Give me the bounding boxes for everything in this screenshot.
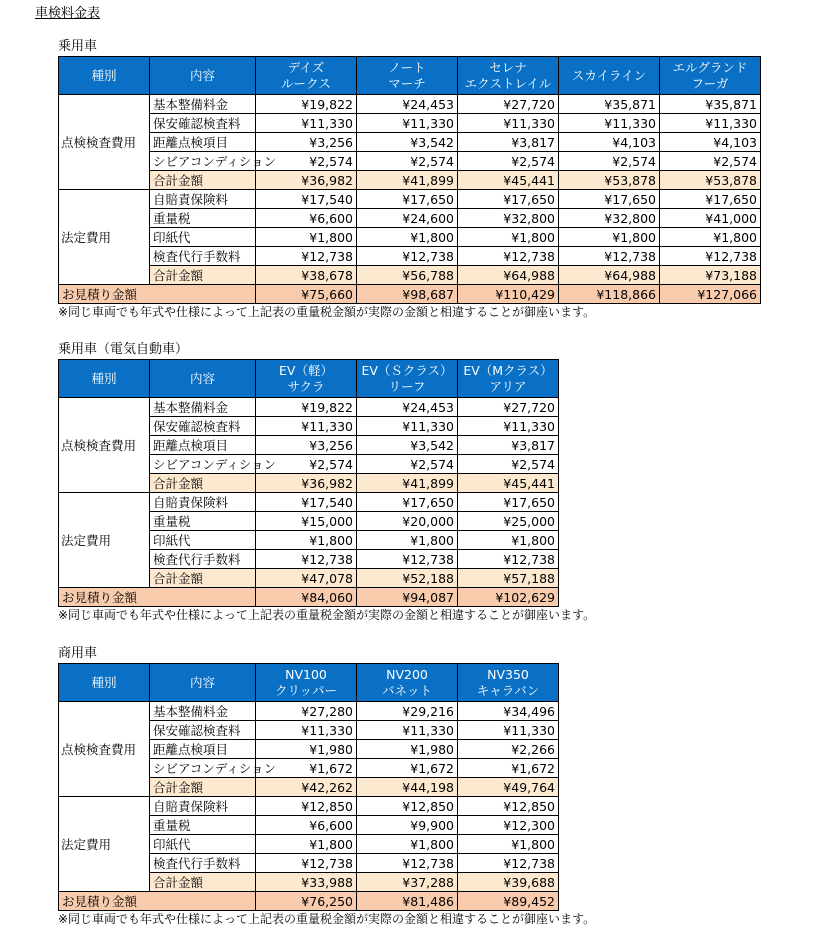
price-cell: ¥35,871 — [660, 95, 761, 114]
price-cell: ¥1,800 — [458, 531, 559, 550]
price-cell: ¥15,000 — [256, 512, 357, 531]
price-cell: ¥1,800 — [256, 228, 357, 247]
price-cell: ¥27,720 — [458, 398, 559, 417]
price-cell: ¥12,738 — [357, 550, 458, 569]
model-name-line: ルークス — [281, 75, 331, 91]
group-label: 法定費用 — [59, 493, 150, 588]
price-cell: ¥1,800 — [559, 228, 660, 247]
model-name-line: EV（Ｓクラス） — [361, 362, 453, 378]
item-label: 保安確認検査料 — [150, 721, 256, 740]
price-cell: ¥11,330 — [660, 114, 761, 133]
price-cell: ¥42,262 — [256, 778, 357, 797]
model-name-line: EV（軽） — [279, 362, 333, 378]
estimate-total-cell: ¥84,060 — [256, 588, 357, 607]
price-cell: ¥27,720 — [458, 95, 559, 114]
table-row — [59, 493, 559, 512]
item-label: 自賠責保険料 — [150, 797, 256, 816]
price-cell: ¥1,672 — [357, 759, 458, 778]
price-cell: ¥1,800 — [256, 531, 357, 550]
model-name-line: デイズ — [287, 59, 325, 75]
item-label: 印紙代 — [150, 835, 256, 854]
item-label: 検査代行手数料 — [150, 854, 256, 873]
price-cell: ¥2,574 — [458, 152, 559, 171]
price-cell: ¥12,850 — [357, 797, 458, 816]
price-cell: ¥25,000 — [458, 512, 559, 531]
model-name-line: EV（Mクラス） — [463, 362, 553, 378]
table-row — [59, 152, 761, 171]
price-cell: ¥12,850 — [458, 797, 559, 816]
price-cell: ¥33,988 — [256, 873, 357, 892]
model-name-line: アリア — [489, 378, 527, 394]
price-cell: ¥49,764 — [458, 778, 559, 797]
price-cell: ¥64,988 — [559, 266, 660, 285]
model-name-line: エルグランド — [672, 59, 748, 75]
estimate-total-label: お見積り金額 — [59, 588, 256, 607]
price-cell: ¥12,738 — [256, 247, 357, 266]
price-cell: ¥45,441 — [458, 474, 559, 493]
price-cell: ¥29,216 — [357, 702, 458, 721]
price-cell: ¥11,330 — [256, 114, 357, 133]
item-label: 基本整備料金 — [150, 95, 256, 114]
price-cell: ¥17,650 — [458, 493, 559, 512]
section-passenger — [58, 38, 761, 321]
price-cell: ¥17,650 — [458, 190, 559, 209]
price-cell: ¥53,878 — [660, 171, 761, 190]
item-label: 自賠責保険料 — [150, 493, 256, 512]
item-label: 距離点検項目 — [150, 436, 256, 455]
item-label: 保安確認検査料 — [150, 114, 256, 133]
price-cell: ¥12,738 — [458, 854, 559, 873]
item-label: 基本整備料金 — [150, 398, 256, 417]
price-table — [58, 56, 761, 304]
header-model — [357, 57, 458, 95]
model-name-line: NV200 — [386, 666, 428, 682]
item-label: 検査代行手数料 — [150, 247, 256, 266]
price-cell: ¥3,256 — [256, 133, 357, 152]
table-row — [59, 247, 761, 266]
price-cell: ¥3,817 — [458, 436, 559, 455]
model-name-line: NV350 — [487, 666, 529, 682]
model-name-line: セレナ — [489, 59, 527, 75]
price-cell: ¥1,800 — [357, 835, 458, 854]
group-label: 点検検査費用 — [59, 95, 150, 190]
price-cell: ¥36,982 — [256, 474, 357, 493]
item-label: 重量税 — [150, 816, 256, 835]
estimate-total-cell: ¥81,486 — [357, 892, 458, 911]
header-content: 内容 — [150, 360, 256, 398]
header-row — [59, 664, 559, 702]
price-cell: ¥2,574 — [357, 455, 458, 474]
price-cell: ¥11,330 — [256, 417, 357, 436]
price-cell: ¥11,330 — [256, 721, 357, 740]
section-commercial — [58, 645, 595, 928]
price-cell: ¥11,330 — [458, 417, 559, 436]
item-label: 合計金額 — [150, 266, 256, 285]
price-cell: ¥6,600 — [256, 816, 357, 835]
price-cell: ¥17,650 — [357, 493, 458, 512]
header-model — [357, 664, 458, 702]
price-cell: ¥19,822 — [256, 95, 357, 114]
price-cell: ¥39,688 — [458, 873, 559, 892]
header-model — [559, 57, 660, 95]
price-cell: ¥73,188 — [660, 266, 761, 285]
price-cell: ¥1,800 — [660, 228, 761, 247]
price-cell: ¥37,288 — [357, 873, 458, 892]
item-label: 印紙代 — [150, 228, 256, 247]
estimate-total-cell: ¥118,866 — [559, 285, 660, 304]
price-cell: ¥1,980 — [256, 740, 357, 759]
price-cell: ¥52,188 — [357, 569, 458, 588]
price-cell: ¥12,738 — [458, 247, 559, 266]
item-label: 重量税 — [150, 209, 256, 228]
price-cell: ¥2,266 — [458, 740, 559, 759]
price-cell: ¥20,000 — [357, 512, 458, 531]
item-label: シビアコンディション — [150, 152, 256, 171]
section-title: 乗用車 — [58, 39, 98, 54]
item-label: シビアコンディション — [150, 759, 256, 778]
price-cell: ¥11,330 — [559, 114, 660, 133]
model-name-line: マーチ — [388, 75, 426, 91]
price-cell: ¥2,574 — [458, 455, 559, 474]
model-name-line: スカイライン — [571, 67, 647, 83]
header-model — [458, 664, 559, 702]
price-cell: ¥64,988 — [458, 266, 559, 285]
group-label: 法定費用 — [59, 190, 150, 285]
model-name-line: キャラバン — [476, 682, 540, 698]
estimate-total-label: お見積り金額 — [59, 892, 256, 911]
header-type: 種別 — [59, 664, 150, 702]
model-name-line: エクストレイル — [464, 75, 552, 91]
price-cell: ¥2,574 — [256, 152, 357, 171]
estimate-total-label: お見積り金額 — [59, 285, 256, 304]
price-cell: ¥41,899 — [357, 474, 458, 493]
price-cell: ¥19,822 — [256, 398, 357, 417]
estimate-total-row — [59, 588, 559, 607]
section-title: 商用車 — [58, 646, 98, 661]
price-cell: ¥38,678 — [256, 266, 357, 285]
header-model — [256, 57, 357, 95]
footnote: ※同じ車両でも年式や仕様によって上記表の重量税金額が実際の金額と相違することが御座います。 — [58, 912, 596, 926]
header-content: 内容 — [150, 664, 256, 702]
price-cell: ¥2,574 — [660, 152, 761, 171]
price-cell: ¥32,800 — [458, 209, 559, 228]
group-label: 点検検査費用 — [59, 702, 150, 797]
estimate-total-cell: ¥98,687 — [357, 285, 458, 304]
estimate-total-cell: ¥110,429 — [458, 285, 559, 304]
price-cell: ¥2,574 — [559, 152, 660, 171]
price-cell: ¥1,800 — [458, 835, 559, 854]
price-cell: ¥4,103 — [559, 133, 660, 152]
price-cell: ¥1,672 — [458, 759, 559, 778]
price-cell: ¥12,738 — [458, 550, 559, 569]
header-model — [458, 360, 559, 398]
price-cell: ¥17,650 — [660, 190, 761, 209]
estimate-total-cell: ¥76,250 — [256, 892, 357, 911]
model-name-line: サクラ — [287, 378, 325, 394]
model-name-line: バネット — [381, 682, 432, 698]
price-cell: ¥12,850 — [256, 797, 357, 816]
estimate-total-row — [59, 892, 559, 911]
price-table — [58, 359, 559, 607]
item-label: 合計金額 — [150, 778, 256, 797]
price-cell: ¥1,980 — [357, 740, 458, 759]
footnote: ※同じ車両でも年式や仕様によって上記表の重量税金額が実際の金額と相違することが御座います。 — [58, 305, 596, 319]
price-cell: ¥56,788 — [357, 266, 458, 285]
item-label: 距離点検項目 — [150, 133, 256, 152]
price-cell: ¥41,000 — [660, 209, 761, 228]
price-cell: ¥3,817 — [458, 133, 559, 152]
price-cell: ¥6,600 — [256, 209, 357, 228]
price-cell: ¥17,540 — [256, 190, 357, 209]
price-cell: ¥24,453 — [357, 398, 458, 417]
price-cell: ¥2,574 — [256, 455, 357, 474]
estimate-total-cell: ¥102,629 — [458, 588, 559, 607]
table-row — [59, 114, 761, 133]
item-label: 合計金額 — [150, 171, 256, 190]
price-cell: ¥12,738 — [256, 854, 357, 873]
model-name-line: リーフ — [388, 378, 426, 394]
header-model — [660, 57, 761, 95]
table-row — [59, 209, 761, 228]
price-cell: ¥9,900 — [357, 816, 458, 835]
model-name-line: フーガ — [691, 75, 729, 91]
price-cell: ¥1,800 — [357, 228, 458, 247]
item-label: 合計金額 — [150, 569, 256, 588]
price-cell: ¥17,540 — [256, 493, 357, 512]
section-ev — [58, 341, 595, 624]
price-cell: ¥1,800 — [458, 228, 559, 247]
price-cell: ¥24,453 — [357, 95, 458, 114]
item-label: 合計金額 — [150, 873, 256, 892]
item-label: 基本整備料金 — [150, 702, 256, 721]
price-cell: ¥2,574 — [357, 152, 458, 171]
price-cell: ¥3,542 — [357, 133, 458, 152]
price-cell: ¥34,496 — [458, 702, 559, 721]
model-name-line: クリッパー — [274, 682, 337, 698]
model-name-line: ノート — [388, 59, 426, 75]
estimate-total-cell: ¥89,452 — [458, 892, 559, 911]
price-cell: ¥3,256 — [256, 436, 357, 455]
price-cell: ¥24,600 — [357, 209, 458, 228]
table-row — [59, 190, 761, 209]
table-row — [59, 398, 559, 417]
price-cell: ¥11,330 — [458, 114, 559, 133]
price-cell: ¥11,330 — [458, 721, 559, 740]
item-label: 自賠責保険料 — [150, 190, 256, 209]
price-cell: ¥12,738 — [256, 550, 357, 569]
price-cell: ¥12,738 — [559, 247, 660, 266]
table-row — [59, 702, 559, 721]
price-cell: ¥57,188 — [458, 569, 559, 588]
model-name-line: NV100 — [285, 666, 327, 682]
price-cell: ¥36,982 — [256, 171, 357, 190]
estimate-total-cell: ¥75,660 — [256, 285, 357, 304]
section-title: 乗用車（電気自動車） — [58, 342, 189, 357]
price-cell: ¥12,300 — [458, 816, 559, 835]
header-model — [458, 57, 559, 95]
page-title: 車検料金表 — [35, 6, 101, 21]
footnote: ※同じ車両でも年式や仕様によって上記表の重量税金額が実際の金額と相違することが御座います。 — [58, 608, 596, 622]
price-cell: ¥12,738 — [660, 247, 761, 266]
group-label: 点検検査費用 — [59, 398, 150, 493]
price-cell: ¥1,800 — [357, 531, 458, 550]
price-cell: ¥53,878 — [559, 171, 660, 190]
price-cell: ¥1,672 — [256, 759, 357, 778]
price-cell: ¥35,871 — [559, 95, 660, 114]
price-cell: ¥11,330 — [357, 417, 458, 436]
price-cell: ¥17,650 — [357, 190, 458, 209]
price-cell: ¥11,330 — [357, 114, 458, 133]
price-cell: ¥1,800 — [256, 835, 357, 854]
estimate-total-cell: ¥127,066 — [660, 285, 761, 304]
item-label: 検査代行手数料 — [150, 550, 256, 569]
price-cell: ¥3,542 — [357, 436, 458, 455]
price-cell: ¥27,280 — [256, 702, 357, 721]
header-type: 種別 — [59, 360, 150, 398]
price-cell: ¥41,899 — [357, 171, 458, 190]
table-row — [59, 133, 761, 152]
item-label: シビアコンディション — [150, 455, 256, 474]
price-cell: ¥17,650 — [559, 190, 660, 209]
price-cell: ¥12,738 — [357, 247, 458, 266]
item-label: 合計金額 — [150, 474, 256, 493]
price-cell: ¥47,078 — [256, 569, 357, 588]
table-row — [59, 797, 559, 816]
estimate-total-row — [59, 285, 761, 304]
header-content: 内容 — [150, 57, 256, 95]
price-cell: ¥12,738 — [357, 854, 458, 873]
price-cell: ¥45,441 — [458, 171, 559, 190]
estimate-total-cell: ¥94,087 — [357, 588, 458, 607]
group-label: 法定費用 — [59, 797, 150, 892]
header-model — [256, 360, 357, 398]
price-table — [58, 663, 559, 911]
table-row — [59, 95, 761, 114]
header-model — [256, 664, 357, 702]
price-cell: ¥11,330 — [357, 721, 458, 740]
item-label: 印紙代 — [150, 531, 256, 550]
item-label: 距離点検項目 — [150, 740, 256, 759]
header-row — [59, 360, 559, 398]
header-row — [59, 57, 761, 95]
table-row — [59, 228, 761, 247]
price-cell: ¥44,198 — [357, 778, 458, 797]
price-cell: ¥32,800 — [559, 209, 660, 228]
header-type: 種別 — [59, 57, 150, 95]
header-model — [357, 360, 458, 398]
subtotal-row — [59, 171, 761, 190]
subtotal-row — [59, 266, 761, 285]
item-label: 保安確認検査料 — [150, 417, 256, 436]
item-label: 重量税 — [150, 512, 256, 531]
price-cell: ¥4,103 — [660, 133, 761, 152]
